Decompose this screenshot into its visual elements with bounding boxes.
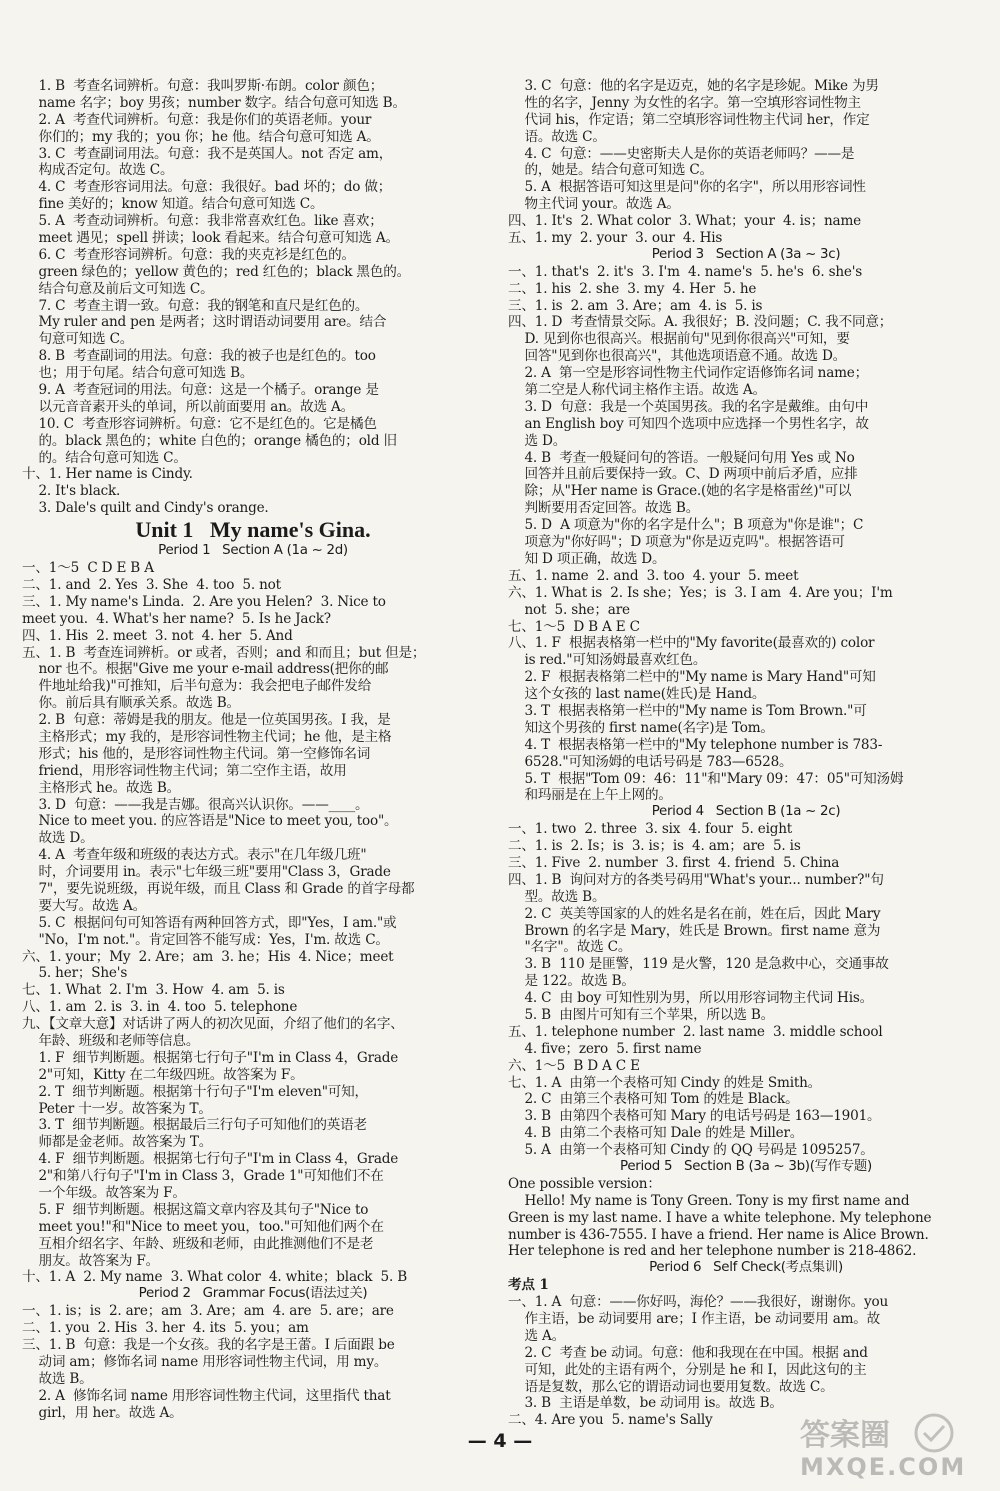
text-line: 师都是金老师。故答案为 T。 (22, 1134, 213, 1151)
text-line: 七、1. A 由第一个表格可知 Cindy 的姓是 Smith。 (508, 1074, 822, 1091)
text-line: 代词 his，作定语；第二空填形容词性物主代词 her，作定 (508, 111, 870, 128)
text-line: 5. F 细节判断题。根据这篇文章内容及其句子"Nice to (22, 1201, 369, 1218)
text-line: 句意可知选 C。 (22, 331, 134, 348)
text-line: 四、1. His 2. meet 3. not 4. her 5. And (22, 627, 293, 644)
text-line: 3. B 由第四个表格可知 Mary 的电话号码是 163—1901。 (508, 1108, 881, 1125)
text-line: 结合句意及前后文可知选 C。 (22, 280, 214, 297)
text-line: 5. C 根据问句可知答语有两种回答方式，即"Yes，I am."或 (22, 914, 397, 931)
left-column (22, 78, 484, 1421)
text-line: 1. F 细节判断题。根据第七行句子"I'm in Class 4，Grade (22, 1049, 399, 1066)
text-line: 9. A 考查冠词的用法。句意：这是一个橘子。orange 是 (22, 382, 379, 399)
text-line: meet you!"和"Nice to meet you，too."可知他们两个在 (22, 1218, 384, 1235)
text-line: 2. B 句意：蒂姆是我的朋友。他是一位英国男孩。I 我，是 (22, 712, 391, 729)
text-line: 形式；his 他的，是形容词性物主代词。第一空修饰名词 (22, 745, 371, 762)
text-line: 4. C 由 boy 可知性别为男，所以用形容词物主代词 His。 (508, 990, 874, 1007)
text-line: 年龄、班级和老师等信息。 (22, 1032, 200, 1049)
text-line: 你们的；my 我的；you 你；he 他。结合句意可知选 A。 (22, 128, 380, 145)
text-line: 要大写。故选 A。 (22, 897, 146, 914)
text-line: 二、1. and 2. Yes 3. She 4. too 5. not (22, 576, 281, 593)
text-line: 朋友。故答案为 F。 (22, 1252, 159, 1269)
text-line: 十、1. Her name is Cindy. (22, 466, 193, 483)
text-line: 十、1. A 2. My name 3. What color 4. white；black 5. B (22, 1269, 408, 1286)
period-heading: Period 5 Section B (3a ~ 3b)(写作专题) (620, 1159, 872, 1174)
text-line: 除；从"Her name is Grace.(她的名字是格雷丝)"可以 (508, 483, 852, 500)
text-line: Brown 的名字是 Mary，姓氏是 Brown。first name 意为 (508, 922, 881, 939)
text-line: 性的名字，Jenny 为女性的名字。第一空填形容词性物主 (508, 94, 861, 111)
text-line: 5. D A 项意为"你的名字是什么"；B 项意为"你是谁"；C (508, 517, 864, 534)
period-heading: Period 3 Section A (3a ~ 3c) (651, 246, 841, 262)
text-line: 以元音音素开头的单词，所以前面要用 an。故选 A。 (22, 398, 355, 415)
text-line: One possible version： (508, 1175, 661, 1192)
text-line: "名字"。故选 C。 (508, 939, 632, 956)
text-line: 考点 1 (508, 1277, 549, 1294)
text-line: 5. her；She's (22, 965, 128, 982)
text-line: 六、1. What is 2. Is she；Yes；is 3. I am 4. Are you；I'm (508, 584, 893, 601)
text-line: 3. B 110 是匪警，119 是火警，120 是急救中心，交通事故 (508, 956, 889, 973)
text-line: Peter 十一岁。故答案为 T。 (22, 1100, 212, 1117)
text-line: 5. A 由第一个表格可知 Cindy 的 QQ 号码是 1095257。 (508, 1142, 874, 1159)
text-line: 主格形式；my 我的，是形容词性物主代词；he 他，是主格 (22, 728, 392, 745)
text-line: 型。故选 B。 (508, 888, 606, 905)
text-line: meet 遇见；spell 拼读；look 看起来。结合句意可知选 A。 (22, 230, 399, 247)
text-line: 五、1. name 2. and 3. too 4. your 5. meet (508, 567, 799, 584)
text-line: 二、1. is 2. Is；is 3. is；is 4. am；are 5. is (508, 838, 801, 855)
text-line: 四、1. B 询问对方的各类号码用"What's your... number?"句 (508, 871, 884, 888)
text-line: 3. T 细节判断题。根据最后三行句子可知他们的英语老 (22, 1117, 367, 1134)
text-line: Nice to meet you. 的应答语是"Nice to meet you, too"。 (22, 813, 398, 830)
text-line: 2. C 考查 be 动词。句意：他和我现在在中国。根据 and (508, 1344, 868, 1361)
text-line: 件地址给我)"可推知，后半句意为：我会把电子邮件发给 (22, 678, 372, 695)
text-line: 故选 B。 (22, 1370, 93, 1387)
text-line: 4. T 根据表格第一栏中的"My telephone number is 783- (508, 736, 883, 753)
text-line: 2. It's black. (22, 483, 121, 500)
text-line: 选 A。 (508, 1327, 566, 1344)
text-line: 和玛丽是在上午上网的。 (508, 787, 672, 804)
text-line: 1. B 考查名词辨析。句意：我叫罗斯·布朗。color 颜色； (22, 78, 384, 94)
text-line: 2"可知，Kitty 在二年级四班。故答案为 F。 (22, 1066, 304, 1083)
text-line: nor 也不。根据"Give me your e-mail address(把你的邮 (22, 661, 389, 678)
text-line: 二、4. Are you 5. name's Sally (508, 1412, 713, 1429)
text-line: 语是复数，那么它的谓语动词也要用复数。故选 C。 (508, 1378, 834, 1395)
text-line: 四、1. D 考查情景交际。A. 我很好；B. 没问题；C. 我不同意； (508, 314, 893, 331)
text-line: 五、1. my 2. your 3. our 4. His (508, 230, 723, 247)
text-line: 2. A 第一空是形容词性物主代词作定语修饰名词 name； (508, 365, 869, 382)
unit-title: Unit 1 My name's Gina. (135, 517, 371, 543)
text-line: Hello! My name is Tony Green. Tony is my first name and (508, 1192, 910, 1209)
text-line: is red."可知汤姆最喜欢红色。 (508, 652, 707, 669)
text-line: 的，她是。结合句意可知选 C。 (508, 162, 713, 179)
text-line: 2. C 由第三个表格可知 Tom 的姓是 Black。 (508, 1091, 799, 1108)
text-line: 6. C 考查形容词辨析。句意：我的夹克衫是红色的。 (22, 246, 355, 263)
text-line: 可知，此处的主语有两个，分别是 he 和 I，因此这句的主 (508, 1361, 867, 1378)
text-line: 二、1. you 2. His 3. her 4. its 5. you；am (22, 1320, 309, 1337)
text-line: 的。结合句意可知选 C。 (22, 449, 187, 466)
text-line: 七、1. What 2. I'm 3. How 4. am 5. is (22, 982, 285, 999)
text-line: 一、1. that's 2. it's 3. I'm 4. name's 5. he's 6. she's (508, 263, 863, 280)
text-line: an English boy 可知四个选项中应选择一个男性名字，故 (508, 415, 869, 432)
period-heading: Period 6 Self Check(考点集训) (649, 1260, 843, 1276)
text-line: 三、1. B 句意：我是一个女孩。我的名字是王蕾。I 后面跟 be (22, 1337, 395, 1354)
text-line: 第二空是人称代词主格作主语。故选 A。 (508, 382, 766, 399)
text-line: 六、1～5 B D A C E (508, 1057, 640, 1074)
text-line: 7"，要先说班级，再说年级，而且 Class 和 Grade 的首字母都 (22, 880, 415, 897)
text-line: 三、1. is 2. am 3. Are；am 4. is 5. is (508, 297, 763, 314)
text-line: 回答"见到你也很高兴"，其他选项语意不通。故选 D。 (508, 348, 847, 365)
text-line: 10. C 考查形容词辨析。句意：它不是红色的。它是橘色 (22, 415, 377, 432)
text-line: 故选 D。 (22, 830, 94, 847)
text-line: 2. T 细节判断题。根据第十行句子"I'm eleven"可知， (22, 1083, 368, 1100)
text-line: green 绿色的；yellow 黄色的；red 红色的；black 黑色的。 (22, 263, 411, 280)
text-line: 五、1. telephone number 2. last name 3. middle school (508, 1023, 883, 1040)
text-line: 主格形式 he。故选 B。 (22, 779, 181, 796)
text-line: 2. C 英美等国家的人的姓名是名在前，姓在后，因此 Mary (508, 905, 881, 922)
text-line: 作主语，be 动词要用 are；I 作主语，be 动词要用 am。故 (508, 1311, 881, 1328)
text-line: 互相介绍名字、年龄、班级和老师，由此推测他们不是老 (22, 1235, 374, 1252)
text-line: 你。前后具有顺承关系。故选 B。 (22, 695, 240, 712)
text-line: fine 美好的；know 知道。结合句意可知选 C。 (22, 196, 324, 213)
text-line: My ruler and pen 是两者；这时谓语动词要用 are。结合 (22, 314, 387, 331)
text-line: 四、1. It's 2. What color 3. What；your 4. is；name (508, 213, 861, 230)
text-line: friend，用形容词性物主代词；第二空作主语，故用 (22, 762, 347, 779)
text-line: D. 见到你也很高兴。根据前句"见到你很高兴"可知，要 (508, 331, 850, 348)
text-line: 三、1. My name's Linda. 2. Are you Helen? 3. Nice to (22, 593, 386, 610)
text-line: 3. C 考查副词用法。句意：我不是英国人。not 否定 am， (22, 145, 393, 162)
text-line: 动词 am；修饰名词 name 用形容词性物主代词，用 my。 (22, 1353, 388, 1370)
text-line: name 名字；boy 男孩；number 数字。结合句意可知选 B。 (22, 94, 406, 111)
text-line: 3. C 句意：他的名字是迈克，她的名字是珍妮。Mike 为男 (508, 78, 879, 94)
text-line: 知这个男孩的 first name(名字)是 Tom。 (508, 719, 774, 736)
text-line: 3. B 主语是单数，be 动词用 is。故选 B。 (508, 1395, 783, 1412)
text-line: 二、1. his 2. she 3. my 4. Her 5. he (508, 280, 757, 297)
text-line: 也；用于句尾。结合句意可知选 B。 (22, 365, 254, 382)
text-line: 三、1. Five 2. number 3. first 4. friend 5. China (508, 854, 840, 871)
text-line: 6528."可知汤姆的电话号码是 783—6528。 (508, 753, 793, 770)
text-line: 一个年级。故答案为 F。 (22, 1185, 186, 1201)
text-line: 一、1. A 句意：——你好吗，海伦？——我很好，谢谢你。you (508, 1294, 889, 1311)
text-line: 4. five；zero 5. first name (508, 1040, 702, 1057)
text-line: 4. C 考查形容词用法。句意：我很好。bad 坏的；do 做； (22, 179, 392, 196)
text-line: meet you. 4. What's her name? 5. Is he Jack? (22, 610, 331, 627)
text-line: 物主代词 your。故选 A。 (508, 196, 680, 213)
text-line: 5. A 考查动词辨析。句意：我非常喜欢红色。like 喜欢； (22, 213, 383, 230)
text-line: 7. C 考查主谓一致。句意：我的钢笔和直尺是红色的。 (22, 297, 369, 314)
text-line: 这个女孩的 last name(姓氏)是 Hand。 (508, 686, 766, 703)
watermark-logo (792, 1409, 982, 1483)
text-line: 2. F 根据表格第二栏中的"My name is Mary Hand"可知 (508, 669, 876, 686)
text-line: 一、1～5 C D E B A (22, 560, 154, 577)
text-line: 4. C 句意：——史密斯夫人是你的英语老师吗？——是 (508, 145, 855, 162)
text-line: 九、【文章大意】对话讲了两人的初次见面，介绍了他们的名字、 (22, 1016, 404, 1033)
watermark-bottom-text: MXQE.COM (800, 1453, 967, 1481)
text-line: 5. A 根据答语可知这里是问"你的名字"，所以用形容词性 (508, 179, 866, 196)
text-line: 8. B 考查副词的用法。句意：我的被子也是红色的。too (22, 348, 376, 365)
text-line: 5. T 根据"Tom 09：46：11"和"Mary 09：47：05"可知汤姆 (508, 770, 904, 787)
text-line: 七、1～5 D B A E C (508, 618, 640, 635)
text-line: 八、1. F 根据表格第一栏中的"My favorite(最喜欢的) color (508, 635, 875, 652)
text-line: 4. B 由第二个表格可知 Dale 的姓是 Miller。 (508, 1125, 804, 1142)
text-line: Her telephone is red and her telephone number is 218-4862. (508, 1243, 917, 1260)
text-line: 3. T 根据表格第一栏中的"My name is Tom Brown."可 (508, 702, 867, 719)
text-line: 5. B 由图片可知有三个苹果，所以选 B。 (508, 1006, 775, 1023)
text-line: 时，介词要用 in。表示"七年级三班"要用"Class 3，Grade (22, 864, 391, 881)
text-line: 知 D 项正确，故选 D。 (508, 550, 666, 567)
text-line: 3. D 句意：我是一个英国男孩。我的名字是戴维。由句中 (508, 398, 869, 415)
text-line: 一、1. two 2. three 3. six 4. four 5. eight (508, 821, 793, 838)
period-heading: Period 2 Grammar Focus(语法过关) (138, 1286, 368, 1302)
right-column (508, 78, 984, 1429)
text-line: 选 D。 (508, 432, 567, 449)
text-line: 4. F 细节判断题。根据第七行句子"I'm in Class 4，Grade (22, 1151, 399, 1168)
text-line: number is 436-7555. I have a friend. Her name is Alice Brown. (508, 1226, 929, 1243)
text-line: girl，用 her。故选 A。 (22, 1404, 183, 1421)
period-heading: Period 4 Section B (1a ~ 2c) (651, 804, 841, 820)
page-number: — 4 — (467, 1430, 533, 1452)
text-line: 回答并且前后要保持一致。C、D 两项中前后矛盾，应排 (508, 466, 858, 483)
text-line: 2"和第八行句子"I'm in Class 3，Grade 1"可知他们不在 (22, 1168, 384, 1185)
text-line: 4. B 考查一般疑问句的答语。一般疑问句用 Yes 或 No (508, 449, 855, 466)
text-line: 的。black 黑色的；white 白色的；orange 橘色的；old 旧 (22, 432, 397, 449)
text-line: 项意为"你好吗"；D 项意为"你是迈克吗"。根据答语可 (508, 534, 845, 551)
text-line: 语。故选 C。 (508, 128, 606, 145)
text-line: 八、1. am 2. is 3. in 4. too 5. telephone (22, 999, 298, 1016)
text-line: 判断要用否定回答。故选 B。 (508, 500, 700, 517)
text-line: Green is my last name. I have a white telephone. My telephone (508, 1209, 932, 1226)
text-line: 2. A 考查代词辨析。句意：我是你们的英语老师。your (22, 111, 372, 128)
text-line: 是 122。故选 B。 (508, 973, 635, 990)
watermark-emblem (916, 1415, 952, 1451)
text-line: "No，I'm not."。肯定回答不能写成：Yes，I'm. 故选 C。 (22, 931, 389, 948)
text-line: 一、1. is；is 2. are；am 3. Are；am 4. are 5. are；are (22, 1303, 394, 1320)
text-line: 3. Dale's quilt and Cindy's orange. (22, 500, 269, 517)
text-line: 2. A 修饰名词 name 用形容词性物主代词，这里指代 that (22, 1387, 391, 1404)
text-line: 六、1. your；My 2. Are；am 3. he；His 4. Nice；meet (22, 948, 394, 965)
text-line: 构成否定句。故选 C。 (22, 162, 174, 179)
text-line: 五、1. B 考查连词辨析。or 或者，否则；and 和而且；but 但是； (22, 644, 426, 661)
period-heading: Period 1 Section A (1a ~ 2d) (158, 543, 348, 559)
text-line: 4. A 考查年级和班级的表达方式。表示"在几年级几班" (22, 847, 367, 864)
text-line: not 5. she；are (508, 601, 630, 618)
text-line: 3. D 句意：——我是吉娜。很高兴认识你。——____。 (22, 796, 369, 813)
watermark-top-text: 答案圈 (800, 1418, 890, 1453)
